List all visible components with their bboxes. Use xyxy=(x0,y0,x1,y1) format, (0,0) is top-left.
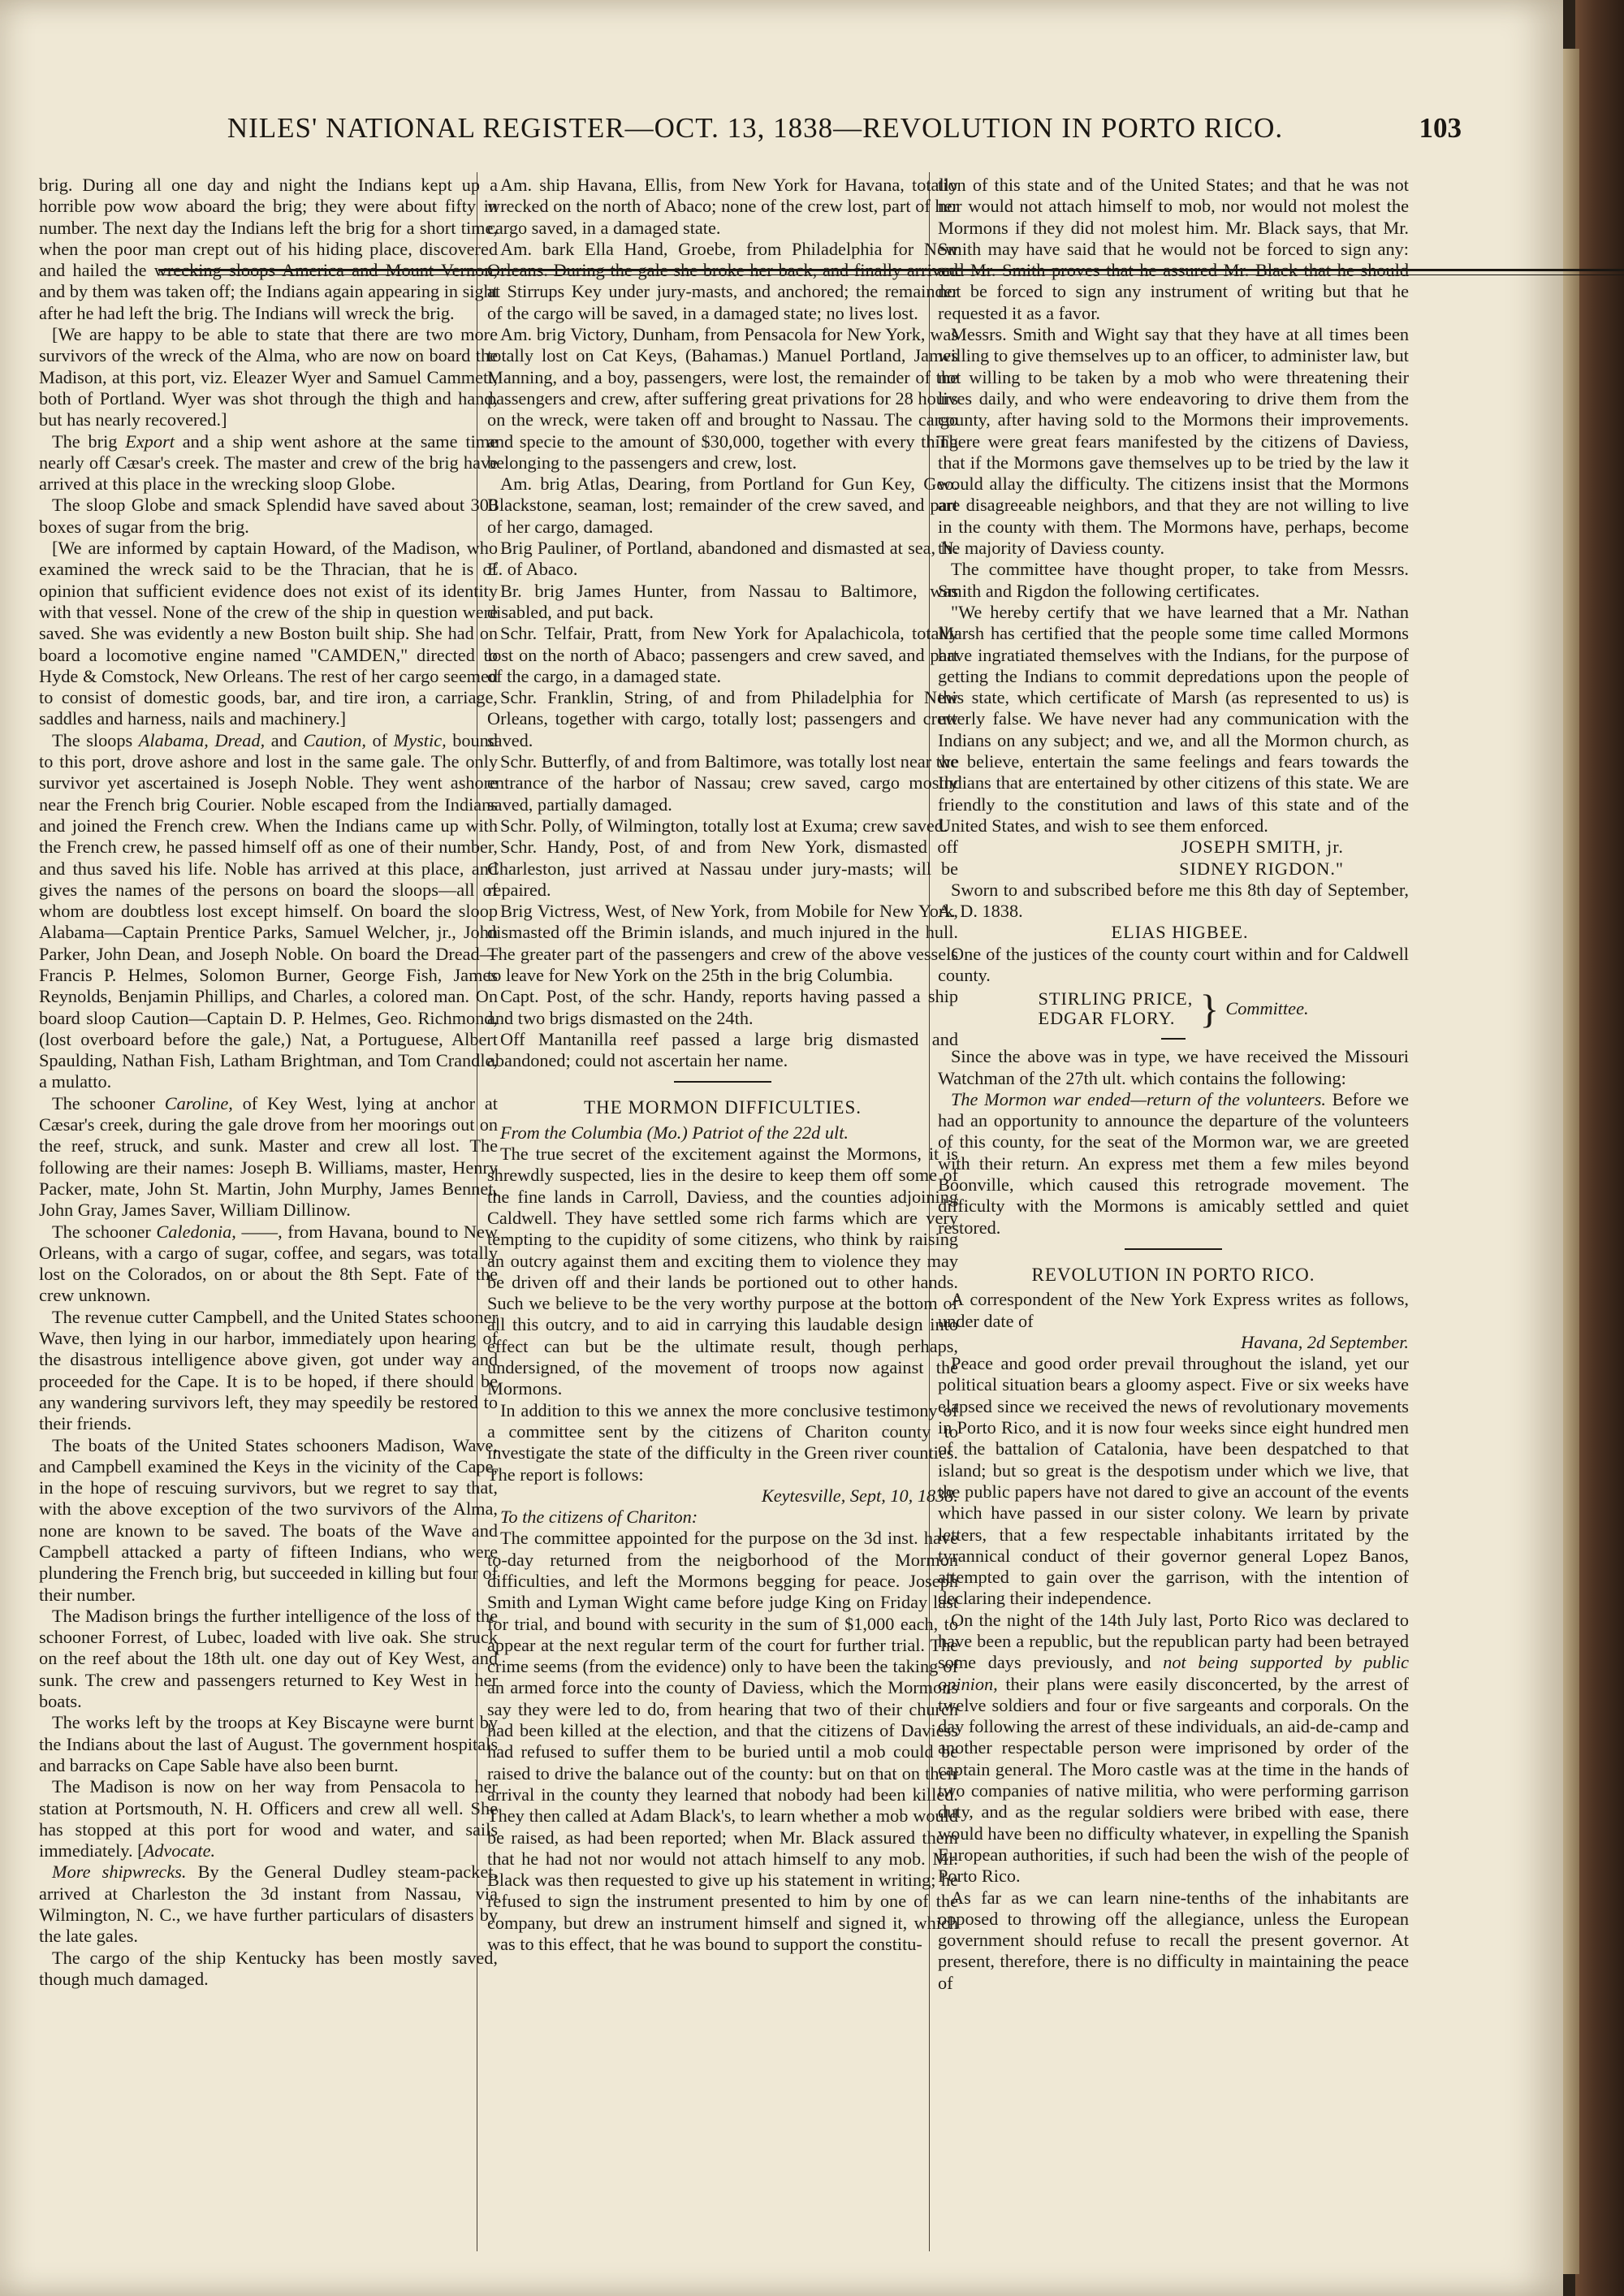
paragraph: tion of this state and of the United States; and that he was not nor would not attach himself to mob, nor would not molest the Mormons if they did not molest him. Mr. Black says, that Mr. Smith may have said that he would not be forced to sign any: and Mr. Smith proves that he assured Mr. Black that he should not be forced to sign any instrument of writing but that he requested it as a favor. xyxy=(938,175,1409,323)
salutation: To the citizens of Chariton: xyxy=(500,1507,698,1528)
page-header xyxy=(158,112,1462,161)
book-binding xyxy=(1575,0,1624,2296)
paragraph: As far as we can learn nine-tenths of the inhabitants are opposed to throwing off the allegiance, unless the European government should refuse to recall the present governor. At present, therefore, there is no difficulty in maintaining the peace of xyxy=(938,1887,1409,1993)
paragraph: The works left by the troops at Key Biscayne were burnt by the Indians about the last of August. The government hospitals and barracks on Cape Sable have also been burnt. xyxy=(39,1712,498,1775)
committee-member: STIRLING PRICE, xyxy=(1038,988,1194,1010)
brace-glyph: } xyxy=(1199,986,1220,1032)
signature: SIDNEY RIGDON." xyxy=(1179,858,1344,879)
committee-label: Committee. xyxy=(1225,998,1309,1019)
paragraph: The schooner Caledonia, ——, from Havana, bound to New Orleans, with a cargo of sugar, coffee, and segars, was totally lost on the Colorados, on or about the 8th Sept. Fate of the crew unknown. xyxy=(39,1221,498,1306)
paragraph: The true secret of the excitement against the Mormons, it is shrewdly suspected, lies in the desire to keep them off some of the fine lands in Carroll, Daviess, and the counties adjoining Caldwell. They have settled some rich farms which are very tempting to the cupidity of some citizens, who think by raising an outcry against them and exciting them to violence they may be driven off and their lands be portioned out to other hands. Such we believe to be the very worthy purpose at the bottom of all this outcry, and to aid in carrying this laudable design into effect can but be the ultimate result, though perhaps, undersigned, of the movement of troops now against the Mormons. xyxy=(487,1144,958,1399)
paragraph: [We are happy to be able to state that there are two more survivors of the wreck of the Alma, who are now on board the Madison, at this port, viz. Eleazer Wyer and Samuel Cammett, both of Portland. Wyer was shot through the thigh and hand, but has nearly recovered.] xyxy=(39,324,498,430)
paragraph: The sloop Globe and smack Splendid have saved about 300 boxes of sugar from the brig. xyxy=(39,495,498,537)
paragraph: Off Mantanilla reef passed a large brig dismasted and abandoned; could not ascertain her name. xyxy=(487,1028,958,1071)
paragraph: Schr. Handy, Post, of and from New York, dismasted off Charleston, just arrived at Nassau under jury-masts; will be repaired. xyxy=(487,837,958,900)
dateline: Keytesville, Sept, 10, 1838. xyxy=(761,1485,958,1506)
paragraph: The sloops Alabama, Dread, and Caution, of Mystic, bound to this port, drove ashore and lost in the same gale. The only survivor yet ascertained is Joseph Noble. They went ashore near the French brig Courier. Noble escaped from the Indians and joined the French crew. When the Indians came up with the French crew, he passed himself off as one of their number, and thus saved his life. Noble has arrived at this place, and gives the names of the persons on board the sloops—all of whom are doubtless lost except himself. On board the sloop Alabama—Captain Prentice Parks, Samuel Welcher, jr., John Parker, John Dean, and Joseph Noble. On board the Dread—Francis P. Helmes, Solomon Burner, George Fish, James Reynolds, Benjamin Phillips, and Charles, a colored man. On board sloop Caution—Captain D. P. Helmes, Geo. Richmond, (lost overboard before the gale,) Nat, a Portuguese, Albert Spaulding, Nathan Fish, Latham Brightman, and Tom Crandle, a mulatto. xyxy=(39,729,498,1092)
column-middle xyxy=(487,175,958,2246)
running-head: NILES' NATIONAL REGISTER—OCT. 13, 1838—REVOLUTION IN PORTO RICO. xyxy=(227,112,1284,144)
column-left xyxy=(39,175,498,2246)
paragraph: Capt. Post, of the schr. Handy, reports having passed a ship and two brigs dismasted on the 24th. xyxy=(487,986,958,1028)
paragraph: Messrs. Smith and Wight say that they have at all times been willing to give themselves up to an officer, to administer law, but not willing to be taken by a mob who were threatening their lives daily, and who were endeavoring to drive them from the county, after having sold to the Mormons their improvements. There were great fears manifested by the citizens of Daviess, that if the Mormons gave themselves up to be tried by the law it would allay the difficulty. The citizens insist that the Mormons are disagreeable neighbors, and that they are not willing to live in the county with them. The Mormons have, perhaps, become the majority of Daviess county. xyxy=(938,324,1409,559)
paragraph: Peace and good order prevail throughout the island, yet our political situation bears a gloomy aspect. Five or six weeks have elapsed since we received the news of revolutionary movements in Porto Rico, and it is now four weeks since eight hundred men of the battalion of Catalonia, have been despatched to that island; but so great is the despotism under which we live, that the public papers have not dared to give an account of the events which have passed in our sister colony. We learn by private letters, that a few respectable inhabitants irritated by the tyrannical conduct of their governor general Lopez Banos, attempted to gain over the garrison, with the intention of declaring their independence. xyxy=(938,1353,1409,1609)
paragraph: Since the above was in type, we have received the Missouri Watchman of the 27th ult. which contains the following: xyxy=(938,1046,1409,1088)
paragraph: A correspondent of the New York Express writes as follows, under date of xyxy=(938,1289,1409,1331)
paragraph: Schr. Telfair, Pratt, from New York for Apalachicola, totally lost on the north of Abaco; passengers and crew saved, and part of the cargo, in a damaged state. xyxy=(487,623,958,686)
committee-signatures xyxy=(938,986,1409,1032)
paragraph: Schr. Franklin, String, of and from Philadelphia for New Orleans, together with cargo, totally lost; passengers and crew saved. xyxy=(487,687,958,750)
article-heading: THE MORMON DIFFICULTIES. xyxy=(584,1097,862,1118)
signature: JOSEPH SMITH, jr. xyxy=(1181,837,1344,858)
paragraph: The brig Export and a ship went ashore at the same time nearly off Cæsar's creek. The master and crew of the brig have arrived at this place in the wrecking sloop Globe. xyxy=(39,430,498,495)
signature: ELIAS HIGBEE. xyxy=(1111,922,1249,943)
paragraph: The Mormon war ended—return of the volunteers. Before we had an opportunity to announce the departure of the volunteers of this county, for the seat of the Mormon war, we are greeted with their return. An express met them a few miles beyond Boonville, which caused this retrograde movement. The difficulty with the Mormons is amicably settled and quiet restored. xyxy=(938,1088,1409,1238)
article-source: From the Columbia (Mo.) Patriot of the 22d ult. xyxy=(500,1122,849,1143)
section-divider xyxy=(1125,1248,1222,1250)
paragraph: brig. During all one day and night the Indians kept up a horrible pow wow aboard the brig; they were about fifty in number. The next day the Indians left the brig for a short time, when the poor man crept out of his hiding place, discovered and hailed the wrecking sloops America and Mount Vernon, and by them was taken off; the Indians again appearing in sight after he had left the brig. The Indians will wreck the brig. xyxy=(39,175,498,323)
paragraph: Brig Victress, West, of New York, from Mobile for New York, dismasted off the Brimin islands, and much injured in the hull. The greater part of the passengers and crew of the above vessels to leave for New York on the 25th in the brig Columbia. xyxy=(487,901,958,985)
paragraph: The revenue cutter Campbell, and the United States schooner Wave, then lying in our harbor, immediately upon hearing of the disastrous intelligence above given, got under way and proceeded for the Cape. It is to be hoped, if there should be any wandering survivors left, they may speedily be restored to their friends. xyxy=(39,1306,498,1434)
page-number: 103 xyxy=(1419,112,1462,144)
paragraph: More shipwrecks. By the General Dudley steam-packet, arrived at Charleston the 3d instant from Nassau, via Wilmington, N. C., we have further particulars of disasters by the late gales. xyxy=(39,1861,498,1947)
paragraph: Br. brig James Hunter, from Nassau to Baltimore, was disabled, and put back. xyxy=(487,580,958,622)
article-heading: REVOLUTION IN PORTO RICO. xyxy=(1031,1264,1315,1285)
paragraph: [We are informed by captain Howard, of the Madison, who examined the wreck said to be the Thracian, that he is of opinion that sufficient evidence does not exist of its identity with that vessel. None of the crew of the ship in question were saved. She was evidently a new Boston built ship. She had on board a locomotive engine named "CAMDEN," directed to Hyde & Comstock, New Orleans. The rest of her cargo seemed to consist of domestic goods, bar, and tire iron, a carriage, saddles and harness, nails and machinery.] xyxy=(39,538,498,729)
paragraph: Am. brig Atlas, Dearing, from Portland for Gun Key, Geo. Blackstone, seaman, lost; remainder of the crew saved, and part of her cargo, damaged. xyxy=(487,473,958,537)
paragraph: In addition to this we annex the more conclusive testimony of a committee sent by the citizens of Chariton county to investigate the state of the difficulty in the Green river counties. The report is follows: xyxy=(487,1399,958,1485)
column-right xyxy=(938,175,1409,2246)
section-divider xyxy=(1161,1038,1186,1040)
paragraph: Sworn to and subscribed before me this 8th day of September, A. D. 1838. xyxy=(938,879,1409,922)
paragraph: The boats of the United States schooners Madison, Wave, and Campbell examined the Keys in the vicinity of the Cape, in the hope of rescuing survivors, but we regret to say that, with the above exception of the two survivors of the Alma, none are known to be saved. The boats of the Wave and Campbell attacked a party of fifteen Indians, who were plundering the French brig, but succeeded in killing but four of their number. xyxy=(39,1434,498,1605)
paragraph: Am. bark Ella Hand, Groebe, from Philadelphia for New Orleans. During the gale she broke her back, and finally arrived at Stirrups Key under jury-masts, and anchored; the remainder of the cargo will be saved, in a damaged state; no lives lost. xyxy=(487,238,958,323)
paragraph: The Madison is now on her way from Pensacola to her station at Portsmouth, N. H. Officers and crew all well. She has stopped at this port for wood and water, and sails immediately. [Advocate. xyxy=(39,1776,498,1861)
paragraph: The cargo of the ship Kentucky has been mostly saved, though much damaged. xyxy=(39,1947,498,1989)
paragraph: The Madison brings the further intelligence of the loss of the schooner Forrest, of Lubec, loaded with live oak. She struck on the reef about the 18th ult. one day out of Key West, and sunk. The crew and passengers returned to Key West in her boats. xyxy=(39,1605,498,1712)
paragraph: The committee have thought proper, to take from Messrs. Smith and Rigdon the following certificates. xyxy=(938,559,1409,601)
paragraph: Am. brig Victory, Dunham, from Pensacola for New York, was totally lost on Cat Keys, (Bahamas.) Manuel Portland, James Manning, and a boy, passengers, were lost, the remainder of the passengers and crew, after suffering great privations for 28 hours on the wreck, were taken off and brought to Nassau. The cargo and specie to the amount of $30,000, together with every thing belonging to the passengers and crew, lost. xyxy=(487,324,958,473)
paragraph: The schooner Caroline, of Key West, lying at anchor at Cæsar's creek, during the gale drove from her moorings out on the reef, struck, and sunk. Master and crew all lost. The following are their names: Joseph B. Williams, master, Henry Packer, mate, John St. Martin, John Murphy, James Bennet, John Gray, James Saver, William Dillinow. xyxy=(39,1092,498,1221)
paragraph: "We hereby certify that we have learned that a Mr. Nathan Marsh has certified that the people some time called Mormons have ingratiated themselves with the Indians, for the purpose of getting the Indians to commit depredations upon the people of this state, which certificate of Marsh (as represented to us) is utterly false. We have never had any communication with the Indians on any subject; and we, and all the Mormon church, as we believe, entertain the same feelings and fears towards the Indians that are entertained by other citizens of this state. We are friendly to the constitution and laws of this state and of the United States, and wish to see them enforced. xyxy=(938,601,1409,836)
paragraph: One of the justices of the county court within and for Caldwell county. xyxy=(938,943,1409,985)
paragraph: On the night of the 14th July last, Porto Rico was declared to have been a republic, but the republican party had been betrayed some days previously, and not being supported by public opinion, their plans were easily disconcerted, by the arrest of twelve soldiers and four or five sargeants and corporals. On the day following the arrest of these individuals, an aid-de-camp and another respectable person were imprisoned by order of the captain general. The Moro castle was at the time in the hands of two companies of native militia, who were performing garrison duty, and as the regular soldiers were bribed with ease, there would have been no difficulty whatever, in expelling the Spanish European authorities, if such had been the wish of the people of Porto Rico. xyxy=(938,1609,1409,1887)
paragraph: Schr. Butterfly, of and from Baltimore, was totally lost near the entrance of the harbor of Nassau; crew saved, cargo mostly saved, partially damaged. xyxy=(487,751,958,815)
paragraph: Schr. Polly, of Wilmington, totally lost at Exuma; crew saved. xyxy=(500,815,948,836)
committee-member: EDGAR FLORY. xyxy=(1038,1008,1176,1029)
paragraph: Am. ship Havana, Ellis, from New York for Havana, totally wrecked on the north of Abaco; none of the crew lost, part of her cargo saved, in a damaged state. xyxy=(487,175,958,238)
section-divider xyxy=(674,1081,771,1083)
paragraph: Brig Pauliner, of Portland, abandoned and dismasted at sea, N. E. of Abaco. xyxy=(487,538,958,580)
dateline: Havana, 2d September. xyxy=(1241,1331,1409,1352)
paragraph: The committee appointed for the purpose on the 3d inst. have to-day returned from the neigborhood of the Mormon difficulties, and left the Mormons begging for peace. Joseph Smith and Lyman Wight came before judge King on Friday last for trial, and bound with security in the sum of $1,000 each, to appear at the next regular term of the court for further trial. The crime seems (from the evidence) only to have been the taking of an armed force into the county of Daviess, which the Mormons say they were led to do, from hearing that two of their church had been killed at the election, and that the citizens of Daviess had refused to suffer them to be buried until a mob could be raised to drive the balance out of the county: but on that on their arrival in the county they learned that nobody had been killed. They then called at Adam Black's, to learn whether a mob would be raised, as had been reported; when Mr. Black assured them that he had not nor would not attach himself to any mob. Mr. Black was then requested to give up his statement in writing; he refused to sign the instrument presented to him by one of the company, but drew an instrument himself and signed it, which was to this effect, that he was bound to support the constitu- xyxy=(487,1528,958,1955)
